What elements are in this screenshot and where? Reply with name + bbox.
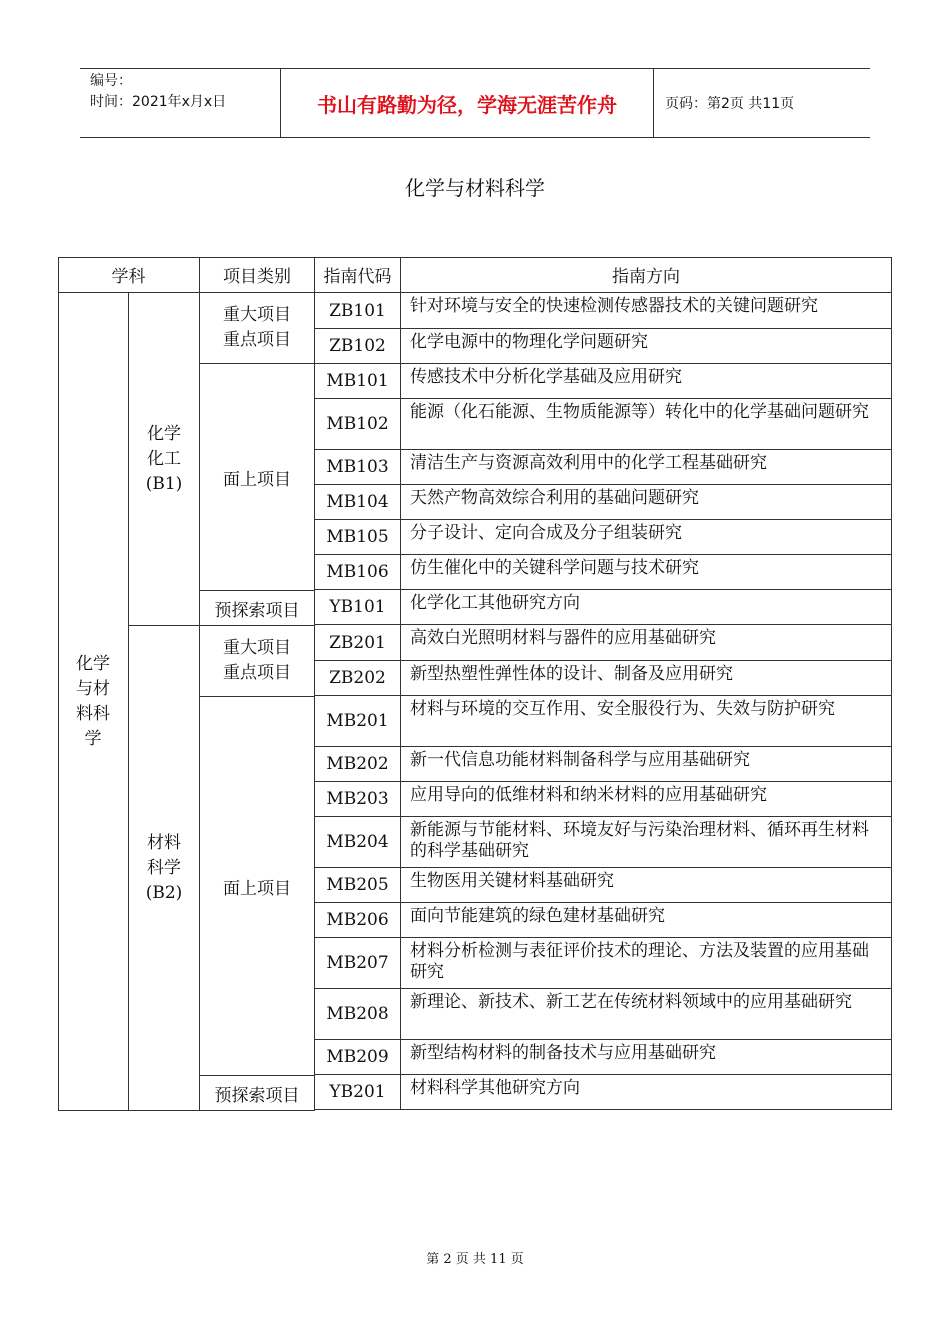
row-direction: 新一代信息功能材料制备科学与应用基础研究 bbox=[401, 747, 892, 782]
category-general-b2: 面上项目 bbox=[200, 697, 315, 1076]
page-title: 化学与材料科学 bbox=[405, 176, 545, 200]
category-major-b1: 重大项目重点项目 bbox=[200, 293, 315, 364]
row-direction: 化学化工其他研究方向 bbox=[401, 590, 892, 625]
row-direction: 仿生催化中的关键科学问题与技术研究 bbox=[401, 555, 892, 590]
header-meta bbox=[80, 69, 280, 137]
row-code: MB103 bbox=[315, 450, 401, 485]
row-code: MB104 bbox=[315, 485, 401, 520]
row-direction: 新型热塑性弹性体的设计、制备及应用研究 bbox=[401, 661, 892, 696]
row-direction: 新型结构材料的制备技术与应用基础研究 bbox=[401, 1040, 892, 1075]
page-header bbox=[80, 68, 870, 138]
row-code: MB204 bbox=[315, 817, 401, 868]
row-direction: 生物医用关键材料基础研究 bbox=[401, 868, 892, 903]
row-code: YB201 bbox=[315, 1075, 401, 1110]
row-code: MB206 bbox=[315, 903, 401, 938]
sub-discipline-b1: 化学化工(B1) bbox=[129, 293, 200, 626]
row-code: MB203 bbox=[315, 782, 401, 817]
row-code: ZB101 bbox=[315, 293, 401, 329]
category-general-b1: 面上项目 bbox=[200, 364, 315, 591]
category-exploratory-b2: 预探索项目 bbox=[200, 1076, 315, 1111]
guide-table bbox=[58, 257, 892, 1111]
row-code: YB101 bbox=[315, 590, 401, 625]
row-direction: 材料科学其他研究方向 bbox=[401, 1075, 892, 1110]
sub-discipline-b2: 材料科学(B2) bbox=[129, 626, 200, 1111]
time-label: 时间：2021年x月x日 bbox=[90, 94, 227, 110]
row-code: MB201 bbox=[315, 696, 401, 747]
row-direction: 应用导向的低维材料和纳米材料的应用基础研究 bbox=[401, 782, 892, 817]
row-code: ZB201 bbox=[315, 625, 401, 661]
row-direction: 新理论、新技术、新工艺在传统材料领域中的应用基础研究 bbox=[401, 989, 892, 1040]
row-code: ZB202 bbox=[315, 661, 401, 696]
row-direction: 分子设计、定向合成及分子组装研究 bbox=[401, 520, 892, 555]
row-direction: 材料分析检测与表征评价技术的理论、方法及装置的应用基础研究 bbox=[401, 938, 892, 989]
row-direction: 清洁生产与资源高效利用中的化学工程基础研究 bbox=[401, 450, 892, 485]
header-page-info: 页码：第2页 共11页 bbox=[665, 96, 795, 112]
row-direction: 高效白光照明材料与器件的应用基础研究 bbox=[401, 625, 892, 661]
row-code: MB106 bbox=[315, 555, 401, 590]
row-code: MB202 bbox=[315, 747, 401, 782]
row-direction: 新能源与节能材料、环境友好与污染治理材料、循环再生材料的科学基础研究 bbox=[401, 817, 892, 868]
row-code: ZB102 bbox=[315, 329, 401, 364]
row-code: MB207 bbox=[315, 938, 401, 989]
row-code: MB205 bbox=[315, 868, 401, 903]
header-direction: 指南方向 bbox=[401, 257, 892, 293]
category-exploratory-b1: 预探索项目 bbox=[200, 591, 315, 626]
header-motto: 书山有路勤为径，学海无涯苦作舟 bbox=[280, 69, 654, 137]
number-label: 编号： bbox=[90, 73, 132, 89]
row-code: MB105 bbox=[315, 520, 401, 555]
row-direction: 天然产物高效综合利用的基础问题研究 bbox=[401, 485, 892, 520]
discipline-cell: 化学与材料科学 bbox=[58, 293, 129, 1111]
row-direction: 面向节能建筑的绿色建材基础研究 bbox=[401, 903, 892, 938]
row-direction: 传感技术中分析化学基础及应用研究 bbox=[401, 364, 892, 399]
row-direction: 能源（化石能源、生物质能源等）转化中的化学基础问题研究 bbox=[401, 399, 892, 450]
header-code: 指南代码 bbox=[315, 257, 401, 293]
header-category: 项目类别 bbox=[200, 257, 315, 293]
category-major-b2: 重大项目重点项目 bbox=[200, 626, 315, 697]
row-code: MB101 bbox=[315, 364, 401, 399]
row-direction: 化学电源中的物理化学问题研究 bbox=[401, 329, 892, 364]
row-code: MB209 bbox=[315, 1040, 401, 1075]
row-code: MB102 bbox=[315, 399, 401, 450]
header-discipline: 学科 bbox=[58, 257, 200, 293]
row-direction: 针对环境与安全的快速检测传感器技术的关键问题研究 bbox=[401, 293, 892, 329]
page-footer: 第 2 页 共 11 页 bbox=[426, 1252, 524, 1267]
row-direction: 材料与环境的交互作用、安全服役行为、失效与防护研究 bbox=[401, 696, 892, 747]
row-code: MB208 bbox=[315, 989, 401, 1040]
